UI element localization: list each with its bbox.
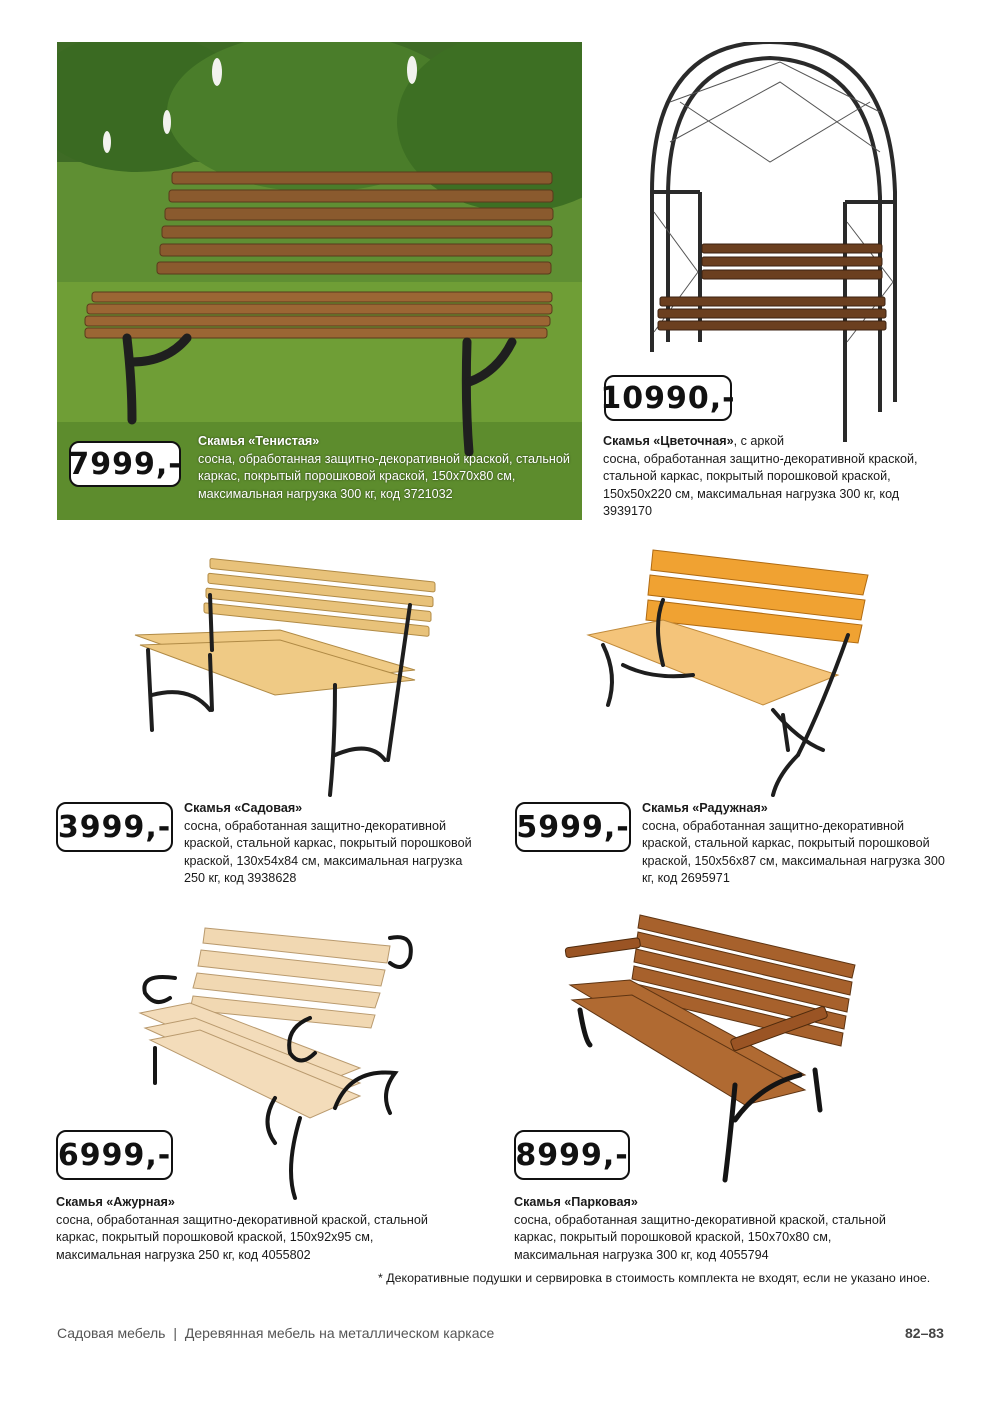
product-description: сосна, обработанная защитно-декоративной краской, стальной каркас, покрытый порошковой краской, 150х56х87 см, максимальная нагрузка 300 кг, код 2695971 bbox=[642, 818, 945, 886]
disclaimer-note: * Декоративные подушки и сервировка в стоимость комплекта не входят, если не указано иное. bbox=[378, 1271, 931, 1285]
description-azhurnaya bbox=[56, 1194, 456, 1264]
page-numbers: 82–83 bbox=[905, 1325, 944, 1341]
footer-separator: | bbox=[173, 1325, 177, 1341]
footer-subsection: Деревянная мебель на металлическом каркасе bbox=[184, 1325, 495, 1341]
footer-section: Садовая мебель bbox=[57, 1325, 166, 1341]
bench-azhurnaya-image bbox=[135, 918, 420, 1203]
price-tag-azhurnaya bbox=[56, 1130, 173, 1180]
footer-breadcrumb bbox=[57, 1325, 494, 1341]
product-description: сосна, обработанная защитно-декоративной краской, стальной каркас, покрытый порошковой краской, 150х50х220 см, максимальная нагрузка 300 кг, код 3939170 bbox=[603, 451, 918, 519]
price-value: 10990,- bbox=[600, 380, 736, 416]
product-name: Скамья «Ажурная» bbox=[56, 1195, 175, 1209]
price-value: 7999,- bbox=[68, 446, 182, 482]
bench-sadovaya-image bbox=[130, 545, 440, 800]
price-value: 8999,- bbox=[515, 1137, 629, 1173]
price-tag-tenistaya bbox=[69, 441, 181, 487]
product-description: сосна, обработанная защитно-декоративной краской, стальной каркас, покрытый порошковой краской, 150х70х80 см, максимальная нагрузка 300 кг, код 4055794 bbox=[514, 1212, 886, 1262]
price-value: 6999,- bbox=[57, 1137, 172, 1173]
price-tag-raduzhnaya bbox=[515, 802, 631, 852]
product-name: Скамья «Садовая» bbox=[184, 801, 303, 815]
description-tsvetochnaya bbox=[603, 433, 933, 521]
price-tag-tsvetochnaya bbox=[600, 375, 736, 421]
product-description: сосна, обработанная защитно-декоративной краской, стальной каркас, покрытый порошковой краской, 150х92х95 см, максимальная нагрузка 250 кг, код 4055802 bbox=[56, 1212, 428, 1262]
product-name-suffix: , с аркой bbox=[733, 434, 785, 448]
price-value: 5999,- bbox=[516, 809, 630, 845]
product-description: сосна, обработанная защитно-декоративной краской, стальной каркас, покрытый порошковой краской, 130х54х84 см, максимальная нагрузка 250 кг, код 3938628 bbox=[184, 818, 472, 886]
price-tag-parkovaya bbox=[514, 1130, 630, 1180]
product-name: Скамья «Парковая» bbox=[514, 1195, 638, 1209]
product-name: Скамья «Тенистая» bbox=[198, 434, 320, 448]
product-name: Скамья «Цветочная» bbox=[603, 434, 734, 448]
bench-raduzhnaya-image bbox=[583, 545, 873, 800]
description-sadovaya bbox=[184, 800, 474, 888]
description-raduzhnaya bbox=[642, 800, 947, 888]
product-name: Скамья «Радужная» bbox=[642, 801, 768, 815]
price-tag-sadovaya bbox=[56, 802, 173, 852]
product-description: сосна, обработанная защитно-декоративной краской, стальной каркас, покрытый порошковой краской, 150х70х80 см, максимальная нагрузка 300 кг, код 3721032 bbox=[198, 451, 570, 501]
description-tenistaya bbox=[198, 433, 573, 503]
description-parkovaya bbox=[514, 1194, 914, 1264]
price-value: 3999,- bbox=[57, 809, 172, 845]
